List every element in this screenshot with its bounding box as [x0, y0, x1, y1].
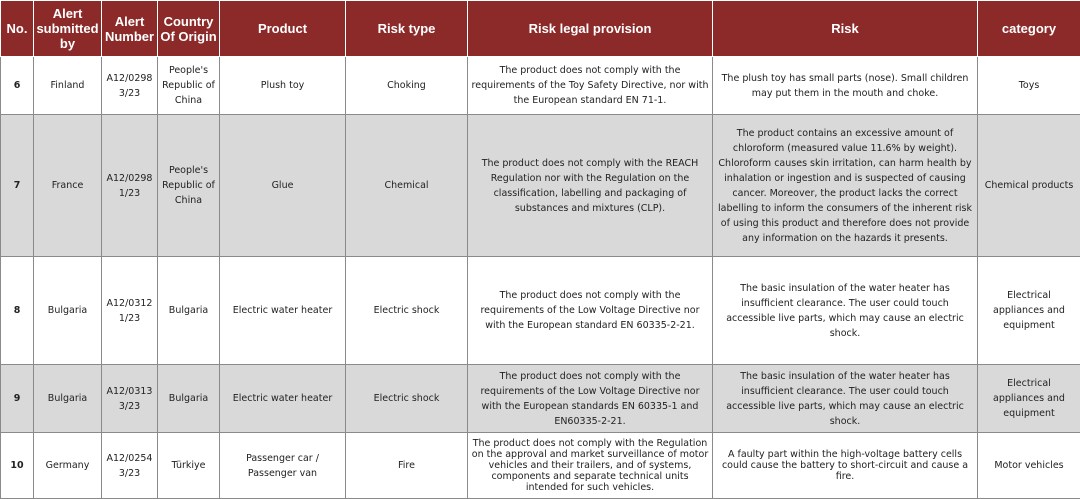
cell-product: Glue [220, 115, 346, 257]
cell-category: Motor vehicles [978, 433, 1080, 499]
cell-product: Electric water heater [220, 257, 346, 365]
cell-no: 6 [1, 57, 34, 115]
cell-alert-number: A12/0254 3/23 [102, 433, 158, 499]
cell-submitted-by: Germany [34, 433, 102, 499]
cell-risk-type: Fire [346, 433, 468, 499]
header-country-of-origin: Country Of Origin [158, 1, 220, 57]
cell-product: Passenger car / Passenger van [220, 433, 346, 499]
header-alert-number: Alert Number [102, 1, 158, 57]
cell-legal-provision: The product does not comply with the requirements of the Toy Safety Directive, nor with the European standard EN 71-1. [468, 57, 713, 115]
cell-risk: The basic insulation of the water heater has insufficient clearance. The user could touch accessible live parts, which may cause an electric shock. [713, 257, 978, 365]
header-risk-type: Risk type [346, 1, 468, 57]
header-risk: Risk [713, 1, 978, 57]
cell-risk: The product contains an excessive amount of chloroform (measured value 11.6% by weight). Chloroform causes skin irritation, can harm health by inhalation or ingestion and is suspected of causing cancer. Moreover, the product lacks the correct labelling to inform the consumers of the inherent risk of using this product and therefore does not provide any information on the hazards it presents. [713, 115, 978, 257]
cell-alert-number: A12/0313 3/23 [102, 365, 158, 433]
cell-submitted-by: France [34, 115, 102, 257]
cell-category: Toys [978, 57, 1080, 115]
cell-risk-type: Chemical [346, 115, 468, 257]
cell-country-of-origin: People's Republic of China [158, 57, 220, 115]
header-product: Product [220, 1, 346, 57]
cell-alert-number: A12/0312 1/23 [102, 257, 158, 365]
cell-alert-number: A12/0298 1/23 [102, 115, 158, 257]
header-category: category [978, 1, 1080, 57]
cell-risk: A faulty part within the high-voltage battery cells could cause the battery to short-circuit and cause a fire. [713, 433, 978, 499]
cell-legal-provision: The product does not comply with the requirements of the Low Voltage Directive nor with the European standards EN 60335-1 and EN60335-2-21. [468, 365, 713, 433]
table-row [1, 365, 1080, 433]
cell-country-of-origin: People's Republic of China [158, 115, 220, 257]
cell-category: Chemical products [978, 115, 1080, 257]
cell-submitted-by: Bulgaria [34, 365, 102, 433]
table-row [1, 115, 1080, 257]
cell-legal-provision: The product does not comply with the requirements of the Low Voltage Directive nor with the European standard EN 60335-2-21. [468, 257, 713, 365]
cell-no: 10 [1, 433, 34, 499]
table-row [1, 433, 1080, 499]
cell-risk-type: Electric shock [346, 365, 468, 433]
cell-submitted-by: Finland [34, 57, 102, 115]
cell-risk: The plush toy has small parts (nose). Small children may put them in the mouth and choke. [713, 57, 978, 115]
header-row [1, 1, 1080, 57]
cell-product: Plush toy [220, 57, 346, 115]
cell-no: 8 [1, 257, 34, 365]
cell-legal-provision: The product does not comply with the Regulation on the approval and market surveillance of motor vehicles and their trailers, and of systems, components and separate technical units intended for such vehicles. [468, 433, 713, 499]
cell-country-of-origin: Bulgaria [158, 257, 220, 365]
cell-legal-provision: The product does not comply with the REACH Regulation nor with the Regulation on the classification, labelling and packaging of substances and mixtures (CLP). [468, 115, 713, 257]
table-row [1, 57, 1080, 115]
cell-submitted-by: Bulgaria [34, 257, 102, 365]
header-no: No. [1, 1, 34, 57]
cell-no: 7 [1, 115, 34, 257]
table-row [1, 257, 1080, 365]
cell-category: Electrical appliances and equipment [978, 365, 1080, 433]
header-risk-legal-provision: Risk legal provision [468, 1, 713, 57]
cell-country-of-origin: Bulgaria [158, 365, 220, 433]
cell-risk-type: Electric shock [346, 257, 468, 365]
cell-no: 9 [1, 365, 34, 433]
cell-risk-type: Choking [346, 57, 468, 115]
cell-country-of-origin: Türkiye [158, 433, 220, 499]
cell-product: Electric water heater [220, 365, 346, 433]
header-alert-submitted-by: Alert submitted by [34, 1, 102, 57]
cell-risk: The basic insulation of the water heater has insufficient clearance. The user could touch accessible live parts, which may cause an electric shock. [713, 365, 978, 433]
cell-alert-number: A12/0298 3/23 [102, 57, 158, 115]
cell-category: Electrical appliances and equipment [978, 257, 1080, 365]
